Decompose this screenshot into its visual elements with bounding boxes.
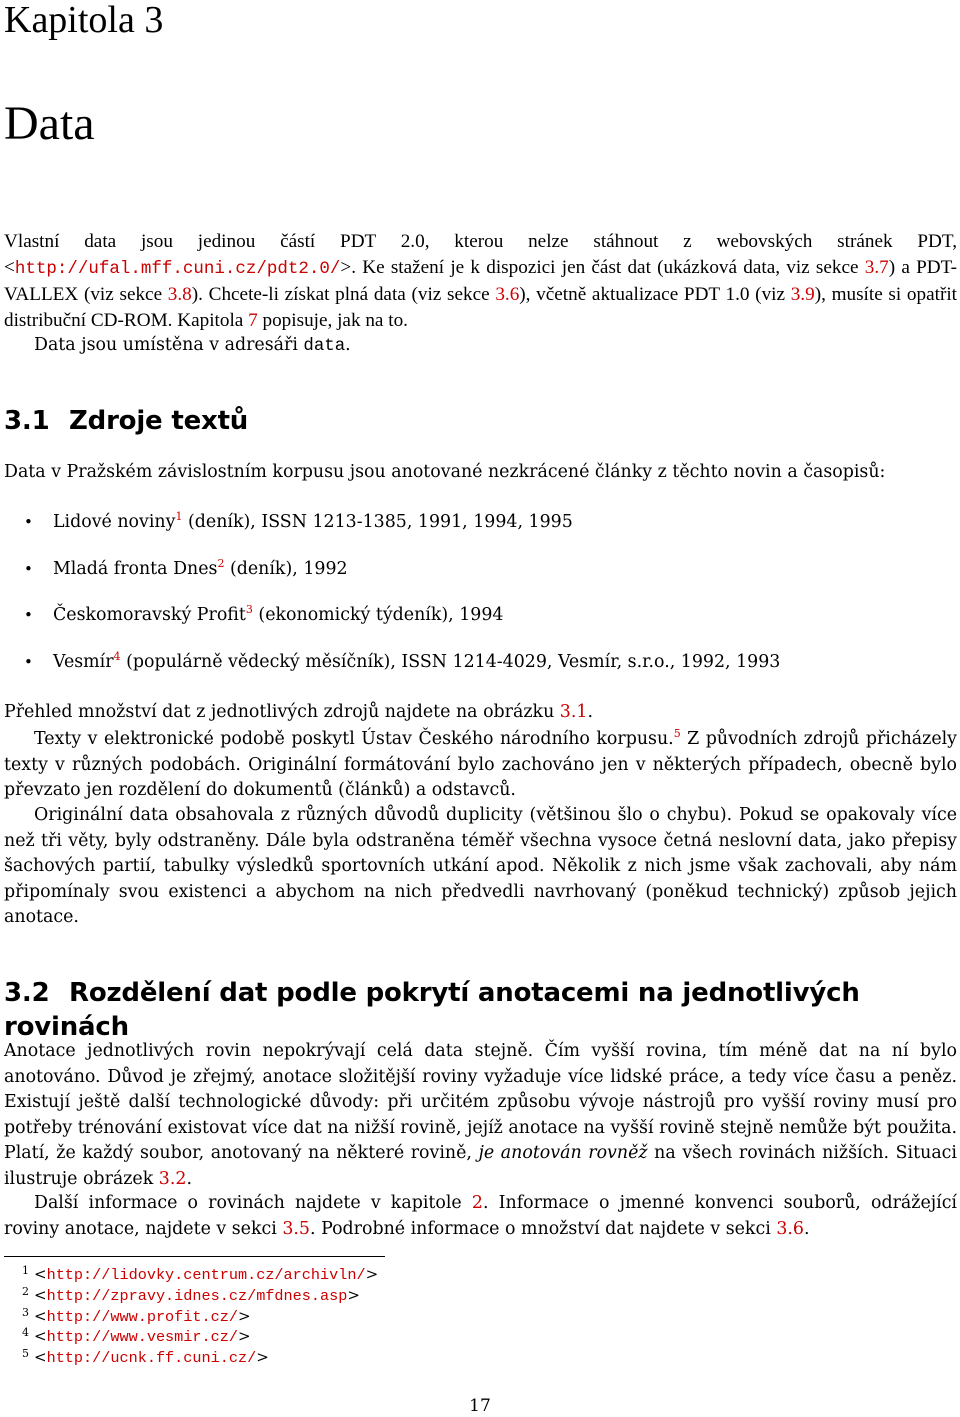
section-title: Zdroje textů	[69, 406, 249, 436]
footnotes	[22, 1264, 378, 1368]
chapter-title: Data	[4, 97, 95, 150]
ref-section-3-7[interactable]: 3.7	[864, 256, 889, 278]
bullet-icon: •	[24, 652, 33, 671]
ref-section-3-6[interactable]: 3.6	[495, 284, 520, 305]
list-item: • Českomoravský Profit$^3$ (ekonomický týdeník), 1994	[24, 601, 780, 648]
data-directory: data	[303, 337, 346, 356]
chapter-label: Kapitola 3	[4, 0, 164, 41]
section-number: 3.2	[4, 978, 50, 1008]
footnote-divider	[4, 1256, 385, 1257]
more-info-paragraph: Další informace o rovinách najdete v kapitole 2. Informace o jmenné konvenci souborů, odrážející roviny anotace, najdete v sekci 3.5. Podrobné informace o množství dat najdete v sekci 3.6.	[4, 1193, 957, 1239]
coverage-paragraph: Anotace jednotlivých rovin nepokrývají celá data stejně. Čím vyšší rovina, tím méně dat na ní bylo anotováno. Důvod je zřejmý, anotace složitější roviny vyžaduje více lidské práce, a tedy více času a peněz. Existují ještě další technologické důvody: při určitém způsobu vývoje nástrojů pro vyšší roviny musí pro potřeby trénování existovat více dat na nižší rovině, jejíž anotace na vyšší rovině stejně nemůže být použita. Platí, že každý soubor, anotovaný na některé rovině, je anotován rovněž na všech rovinách nižších. Situaci ilustruje obrázek 3.2.	[4, 1041, 957, 1189]
ref-chapter-7[interactable]: 7	[248, 309, 258, 331]
footnote-url-link[interactable]: http://ucnk.ff.cuni.cz/	[46, 1349, 257, 1368]
footnote: 3 <http://www.profit.cz/>	[22, 1305, 251, 1326]
bullet-icon: •	[24, 606, 33, 624]
footnote-ref[interactable]: 3	[245, 603, 253, 617]
emphasis: je anotován rovněž	[478, 1143, 648, 1163]
footnote-url-link[interactable]: http://www.profit.cz/	[46, 1307, 238, 1326]
footnote: 2 <http://zpravy.idnes.cz/mfdnes.asp>	[22, 1284, 360, 1305]
footnote: 1 <http://lidovky.centrum.cz/archivln/>	[22, 1264, 379, 1284]
footnote-url-link[interactable]: http://zpravy.idnes.cz/mfdnes.asp	[46, 1286, 348, 1305]
page-number: 17	[469, 1396, 491, 1416]
ref-section-3-9[interactable]: 3.9	[790, 284, 815, 305]
ref-section-3-6[interactable]: 3.6	[776, 1218, 804, 1239]
ref-section-3-5[interactable]: 3.5	[282, 1218, 311, 1239]
pdt-url-link[interactable]: http://ufal.mff.cuni.cz/pdt2.0/	[14, 258, 341, 279]
section-number: 3.1	[4, 406, 50, 436]
ref-chapter-2[interactable]: 2	[471, 1193, 483, 1213]
footnote-ref[interactable]: 2	[217, 556, 225, 570]
bullet-icon: •	[24, 559, 33, 578]
footnote-ref[interactable]: 5	[673, 727, 681, 741]
ref-figure-3-2[interactable]: 3.2	[158, 1168, 187, 1189]
sources-list	[24, 508, 780, 694]
footnote-url-link[interactable]: http://lidovky.centrum.cz/archivln/	[46, 1266, 366, 1284]
intro-paragraph: Vlastní data jsou jedinou částí PDT 2.0, kterou nelze stáhnout z webovských stránek PDT, <http://ufal.mff.cuni.cz/pdt2.0/>. Ke stažení je k dispozici jen část dat (ukázková data, viz sekce 3.7) a PDT-VALLEX (viz sekce 3.8). Chcete-li získat plná data (viz sekce 3.6), včetně aktualizace PDT 1.0 (viz 3.9), musíte si opatřit distribuční CD-ROM. Kapitola 7 popisuje, jak na to.	[4, 231, 957, 331]
footnote-ref[interactable]: 1	[175, 510, 183, 524]
footnote-url-link[interactable]: http://www.vesmir.cz/	[46, 1328, 238, 1347]
list-item: • Lidové noviny$^1$ (deník), ISSN 1213-1385, 1991, 1994, 1995	[24, 508, 780, 555]
sources-paragraph: Texty v elektronické podobě poskytl Ústav Českého národního korpusu.$^5$ Z původních zdrojů přicházely texty v různých podobách. Originální formátování bylo zachováno jen v některých případech, obecně bylo převzato jen rozdělení do dokumentů (článků) a odstavců.	[4, 727, 957, 800]
footnote: 4 <http://www.vesmir.cz/>	[22, 1326, 251, 1347]
section-3-1-heading	[4, 404, 248, 438]
sources-lead: Data v Pražském závislostním korpusu jsou anotované nezkrácené články z těchto novin a časopisů:	[4, 462, 886, 482]
location-paragraph: Data jsou umístěna v adresáři data.	[34, 335, 351, 356]
section-title: Rozdělení dat podle pokrytí anotacemi na jednotlivých rovinách	[4, 978, 860, 1042]
ref-section-3-8[interactable]: 3.8	[167, 284, 192, 305]
bullet-icon: •	[24, 513, 33, 531]
duplicates-paragraph: Originální data obsahovala z různých důvodů duplicity (většinou šlo o chybu). Pokud se opakovaly více než tři věty, byly odstraněny. Dále byla odstraněna téměř všechna vysoce četná neslovní data, jako přepisy šachových partií, tabulky výsledků sportovních utkání apod. Několik z nich jsme však zachovali, aby nám připomínaly svou existenci a abychom na nich předvedli navrhovaný (poněkud technický) způsob jejich anotace.	[4, 805, 957, 927]
list-item: • Mladá fronta Dnes$^2$ (deník), 1992	[24, 555, 780, 602]
overview-paragraph: Přehled množství dat z jednotlivých zdrojů najdete na obrázku 3.1.	[4, 702, 593, 722]
ref-figure-3-1[interactable]: 3.1	[559, 702, 588, 722]
footnote-ref[interactable]: 4	[113, 649, 121, 663]
footnote: 5 <http://ucnk.ff.cuni.cz/>	[22, 1347, 269, 1368]
list-item: • Vesmír$^4$ (populárně vědecký měsíčník), ISSN 1214-4029, Vesmír, s.r.o., 1992, 1993	[24, 648, 780, 695]
section-3-2-heading	[4, 976, 960, 1044]
